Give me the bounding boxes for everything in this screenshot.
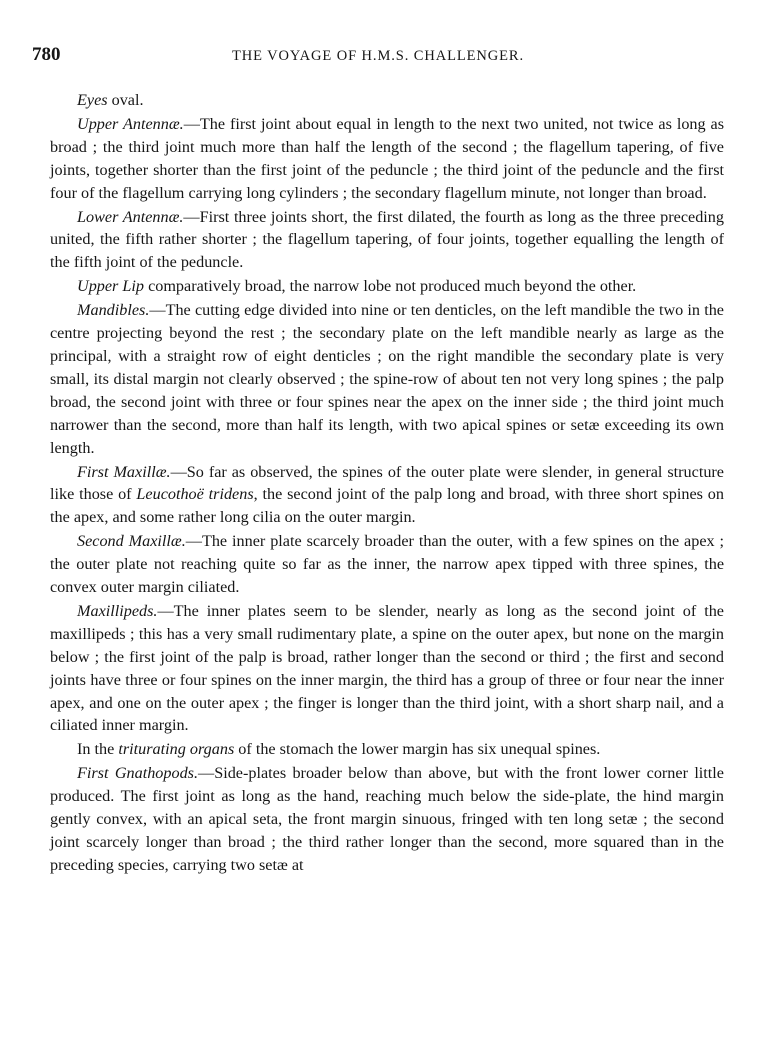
paragraph-heading: Second Maxillæ. [77, 532, 186, 551]
running-title: THE VOYAGE OF H.M.S. CHALLENGER. [232, 48, 524, 64]
page-header [32, 44, 724, 72]
page-number: 780 [32, 44, 61, 65]
paragraph-triturating-organs: In the triturating organs of the stomach the lower margin has six unequal spines. [77, 740, 601, 759]
emphasis-term: triturating organs [118, 740, 235, 759]
paragraph-heading: Maxillipeds. [77, 601, 158, 620]
species-name: Leucothoë tridens [136, 485, 254, 504]
body-text [50, 89, 724, 877]
paragraph-heading: Lower Antennæ. [77, 207, 184, 226]
paragraph-eyes: Eyes oval. [77, 91, 144, 109]
paragraph-heading: Eyes [77, 91, 108, 109]
paragraph-upper-antennae: Upper Antennæ.—The first joint about equal in length to the next two united, not twice as long as broad ; the third joint much more than half the length of the second ; the flagellum tapering, of five joints, together shorter than the first joint of the peduncle ; the third joint of the peduncle and the first four of the flagellum carrying long cylinders ; the secondary flagellum minute, not longer than broad. [50, 114, 724, 202]
paragraph-second-maxillae: Second Maxillæ.—The inner plate scarcely broader than the outer, with a few spines on the apex ; the outer plate not reaching quite so far as the inner, the narrow apex tipped with three spines, the convex outer margin ciliated. [50, 532, 725, 597]
paragraph-maxillipeds: Maxillipeds.—The inner plates seem to be slender, nearly as long as the second joint of the maxillipeds ; this has a very small rudimentary plate, a spine on the outer apex, but none on the margin below ; the first joint of the palp is broad, rather longer than the second or third ; the first and second joints have three or four spines on the inner margin, the third has a group of three or four near the inner apex, and one on the outer apex ; the finger is longer than the third joint, with a short sharp nail, and a ciliated inner margin. [50, 601, 724, 735]
paragraph-first-maxillae: First Maxillæ.—So far as observed, the spines of the outer plate were slender, in general structure like those of Leucothoë tridens, the second joint of the palp long and broad, with three short spines on the apex, and some rather long cilia on the outer margin. [50, 462, 724, 527]
paragraph-mandibles: Mandibles.—The cutting edge divided into nine or ten denticles, on the left mandible the two in the centre projecting beyond the rest ; the secondary plate on the left mandible nearly as large as the principal, with a straight row of eight denticles ; on the right mandible the secondary plate is very small, its distal margin not clearly observed ; the spine-row of about ten not very long spines ; the palp broad, the second joint with three or four spines near the apex on the inner side ; the third joint much narrower than the second, more than half its length, with two apical spines or setæ exceeding its own length. [50, 301, 724, 457]
paragraph-first-gnathopods: First Gnathopods.—Side-plates broader below than above, but with the front lower corner little produced. The first joint as long as the hand, reaching much below the side-plate, the hind margin gently convex, with an apical seta, the front margin sinuous, fringed with ten long setæ ; the second joint scarcely longer than broad ; the third rather longer than the second, more squared than in the preceding species, carrying two setæ at [50, 764, 724, 874]
paragraph-heading: Mandibles. [77, 301, 150, 320]
paragraph-heading: Upper Antennæ. [77, 114, 184, 133]
paragraph-lower-antennae: Lower Antennæ.—First three joints short, the first dilated, the fourth as long as the three preceding united, the fifth rather shorter ; the flagellum tapering, of four joints, together equalling the length of the fifth joint of the peduncle. [50, 207, 724, 272]
paragraph-heading: First Maxillæ. [77, 462, 171, 481]
paragraph-heading: First Gnathopods. [77, 764, 199, 783]
paragraph-heading: Upper Lip [77, 277, 145, 296]
paragraph-upper-lip: Upper Lip comparatively broad, the narrow lobe not produced much beyond the other. [77, 277, 637, 296]
